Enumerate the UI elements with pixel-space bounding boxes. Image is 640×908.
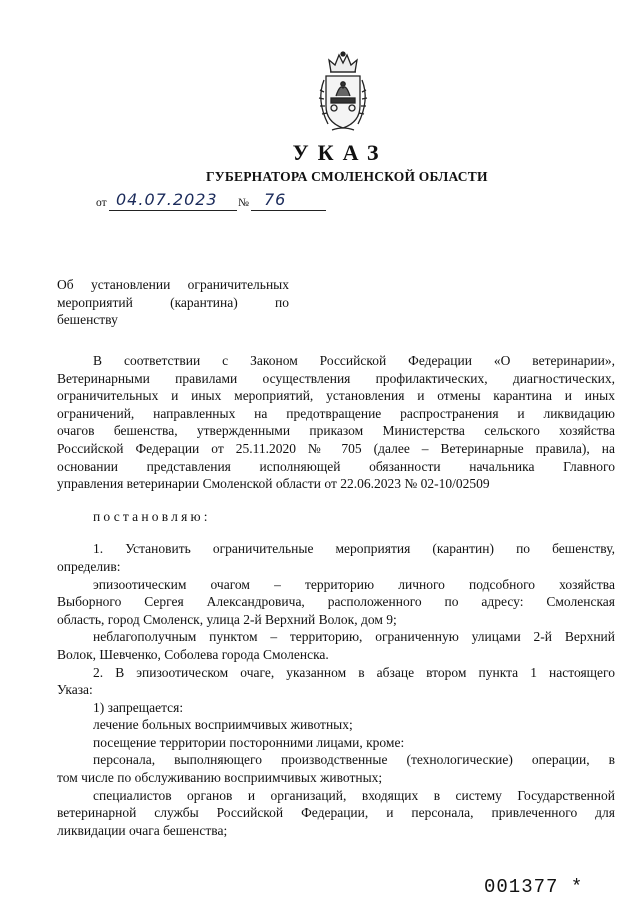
item-line: Выборного Сергея Александровича, расположенного по адресу: Смоленская [57, 594, 615, 610]
decree-body [57, 352, 615, 839]
item-line: 2. В эпизоотическом очаге, указанном в абзаце втором пункта 1 настоящего [93, 664, 615, 680]
coat-of-arms-icon [314, 50, 372, 134]
document-title: УКАЗ [292, 140, 388, 165]
item-line: Волок, Шевченко, Соболева города Смоленска. [57, 646, 329, 662]
preamble-line: ограничений, направленных на предотвращение распространения и ликвидацию [57, 405, 615, 421]
preamble-line: основании представления исполняющей обязанности начальника Главного [57, 458, 615, 474]
preamble-line: Российской Федерации от 25.11.2020 № 705 (далее – Ветеринарные правила), на [57, 440, 615, 456]
item-line: том числе по обслуживанию восприимчивых животных; [57, 770, 383, 786]
number-prefix: № [238, 197, 249, 209]
item-line: определив: [57, 558, 121, 574]
form-serial-number: 001377 * [484, 876, 584, 898]
item-line: область, город Смоленск, улица 2-й Верхний Волок, дом 9; [57, 611, 397, 627]
item-line: 1) запрещается: [93, 699, 184, 715]
document-subtitle: ГУБЕРНАТОРА СМОЛЕНСКОЙ ОБЛАСТИ [206, 169, 488, 184]
subject-line: бешенству [57, 312, 118, 327]
item-line: неблагополучным пунктом – территорию, ограниченную улицами 2-й Верхний [93, 629, 615, 645]
preamble-line: очагов бешенства, утвержденными приказом Министерства сельского хозяйства [57, 423, 615, 439]
preamble-line: В соответствии с Законом Российской Федерации «О ветеринарии», [93, 353, 615, 368]
preamble-line: управления ветеринарии Смоленской области от 22.06.2023 № 02-10/02509 [57, 476, 490, 492]
subject-line: мероприятий (карантина) по [57, 294, 289, 310]
date-underline [109, 210, 237, 211]
item-line: 1. Установить ограничительные мероприятия (карантин) по бешенству, [93, 541, 615, 557]
decree-subject [57, 276, 289, 329]
item-line: ветеринарной службы Российской Федерации, и персонала, привлеченного для [57, 805, 615, 821]
item-line: специалистов органов и организаций, входящих в систему Государственной [93, 787, 615, 803]
item-line: ликвидации очага бешенства; [57, 822, 228, 838]
item-line: лечение больных восприимчивых животных; [93, 717, 353, 733]
preamble-line: Ветеринарными правилами осуществления профилактических, диагностических, [57, 370, 615, 386]
preamble-line: ограничительных и иных мероприятий, установления и отмены карантина и иных [57, 388, 615, 404]
handwritten-number: 76 [264, 190, 287, 209]
decree-word: постановляю: [93, 508, 211, 524]
handwritten-date: 04.07.2023 [116, 190, 218, 209]
item-line: посещение территории посторонними лицами, кроме: [93, 734, 405, 750]
item-line: персонала, выполняющего производственные (технологические) операции, в [93, 752, 615, 768]
subject-line: Об установлении ограничительных [57, 277, 289, 292]
item-line: Указа: [57, 682, 93, 698]
date-prefix: от [96, 197, 107, 209]
item-line: эпизоотическим очагом – территорию личного подсобного хозяйства [93, 576, 615, 592]
number-underline [251, 210, 326, 211]
registration-line [96, 190, 336, 215]
